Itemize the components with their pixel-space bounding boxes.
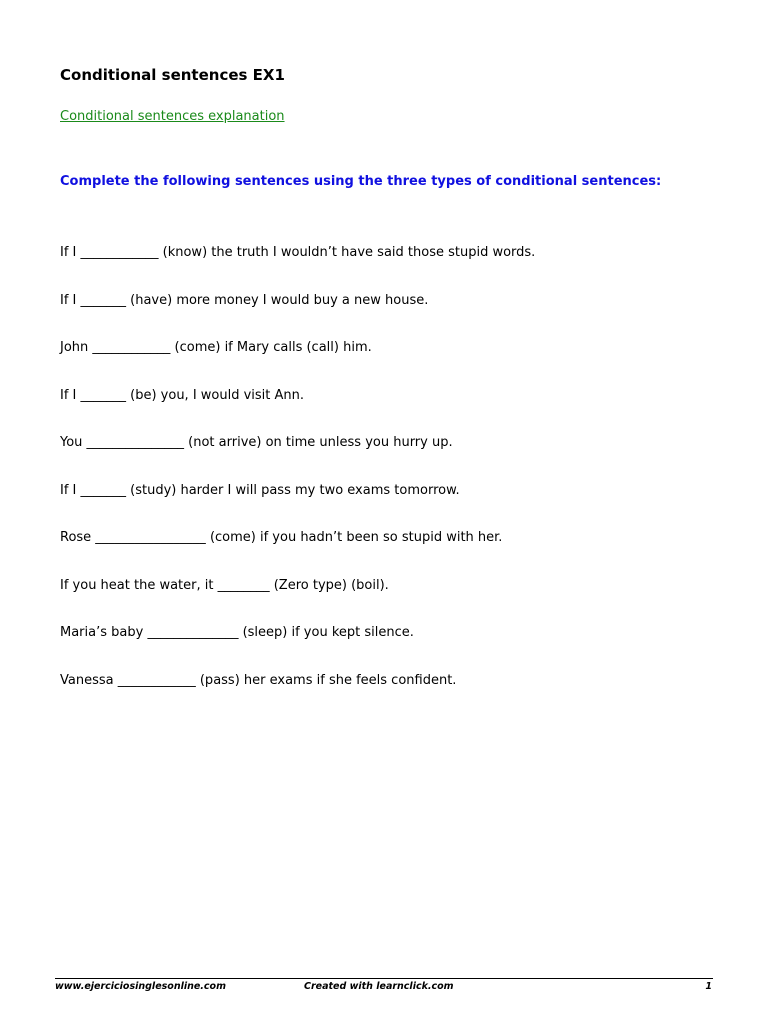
sentence-item: If you heat the water, it ________ (Zero type) (boil). xyxy=(60,577,389,593)
sentence-item: If I ____________ (know) the truth I wouldn’t have said those stupid words. xyxy=(60,245,536,260)
sentence-item: Vanessa ____________ (pass) her exams if she feels confident. xyxy=(60,672,457,688)
sentence-item: Rose _________________ (come) if you hadn’t been so stupid with her. xyxy=(60,530,503,545)
instruction-text: Complete the following sentences using the three types of conditional sentences: xyxy=(60,174,662,189)
page-title: Conditional sentences EX1 xyxy=(60,66,285,84)
footer-website: www.ejerciciosinglesonline.com xyxy=(55,981,226,992)
sentence-list xyxy=(60,244,535,719)
sentence-item: If I _______ (have) more money I would buy a new house. xyxy=(60,292,429,308)
footer-divider xyxy=(55,978,713,979)
sentence-item: You _______________ (not arrive) on time unless you hurry up. xyxy=(60,435,453,450)
footer-credit: Created with learnclick.com xyxy=(304,981,454,992)
explanation-link[interactable]: Conditional sentences explanation xyxy=(60,109,285,124)
sentence-item: If I _______ (be) you, I would visit Ann. xyxy=(60,387,305,403)
sentence-item: Maria’s baby ______________ (sleep) if you kept silence. xyxy=(60,625,414,640)
page-number: 1 xyxy=(705,981,712,992)
sentence-item: If I _______ (study) harder I will pass my two exams tomorrow. xyxy=(60,482,460,498)
sentence-item: John ____________ (come) if Mary calls (call) him. xyxy=(60,340,372,355)
